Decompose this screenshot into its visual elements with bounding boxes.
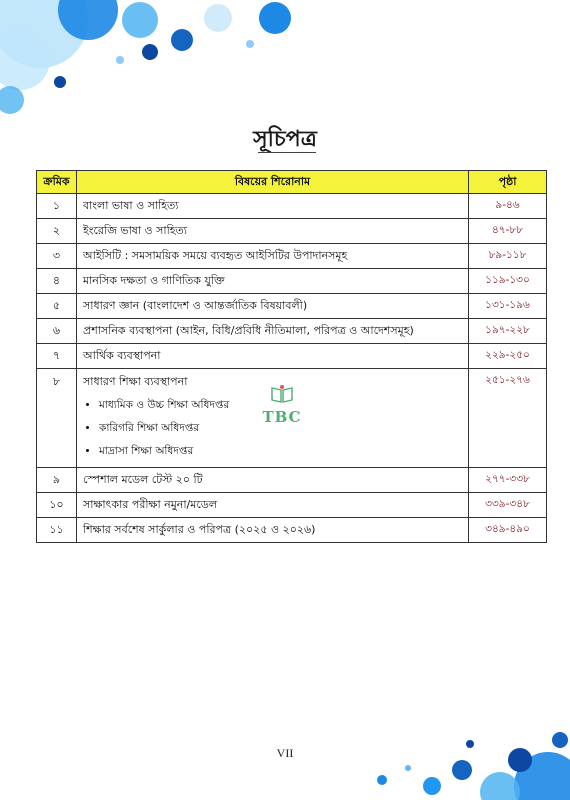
- row-subject: সাধারণ জ্ঞান (বাংলাদেশ ও আন্তর্জাতিক বিষয়াবলী): [77, 294, 469, 319]
- table-row: [37, 468, 547, 493]
- table-row: [37, 194, 547, 219]
- table-header-row: [37, 171, 547, 194]
- table-row: [37, 294, 547, 319]
- row-subject: মানসিক দক্ষতা ও গাণিতিক যুক্তি: [77, 269, 469, 294]
- row-page-range: ১৩১-১৯৬: [469, 294, 547, 319]
- row-subject: আর্থিক ব্যবস্থাপনা: [77, 344, 469, 369]
- watermark-logo: [252, 384, 312, 432]
- watermark-text: TBC: [262, 408, 302, 426]
- row-serial: ৮: [37, 369, 77, 468]
- list-item: • মাদ্রাসা শিক্ষা অধিদপ্তর: [99, 444, 462, 461]
- contents-table: [36, 170, 547, 543]
- table-row: [37, 319, 547, 344]
- row-page-range: ২৫১-২৭৬: [469, 369, 547, 468]
- row-subject: প্রশাসনিক ব্যবস্থাপনা (আইন, বিধি/প্রবিধি নীতিমালা, পরিপত্র ও আদেশসমূহ): [77, 319, 469, 344]
- bottom-right-bubbles: [377, 732, 570, 800]
- table-row: [37, 244, 547, 269]
- row-serial: ৪: [37, 269, 77, 294]
- row-page-range: ২৭৭-৩৩৮: [469, 468, 547, 493]
- row-serial: ২: [37, 219, 77, 244]
- row-serial: ১০: [37, 493, 77, 518]
- header-subject: বিষয়ের শিরোনাম: [77, 171, 469, 194]
- row-subject: শিক্ষার সর্বশেষ সার্কুলার ও পরিপত্র (২০২৫ ও ২০২৬): [77, 518, 469, 543]
- table-row: [37, 518, 547, 543]
- row-serial: ৫: [37, 294, 77, 319]
- row-serial: ৭: [37, 344, 77, 369]
- row-page-range: ৮৯-১১৮: [469, 244, 547, 269]
- row-subject: সাক্ষাৎকার পরীক্ষা নমুনা/মডেল: [77, 493, 469, 518]
- row-subject: সাধারণ শিক্ষা ব্যবস্থাপনা: [83, 375, 188, 388]
- row-page-range: ১৯৭-২২৮: [469, 319, 547, 344]
- table-row: [37, 269, 547, 294]
- page-number: VII: [276, 746, 294, 760]
- row-subject: স্পেশাল মডেল টেস্ট ২০ টি: [77, 468, 469, 493]
- row-page-range: ৩৪৯-৪৯০: [469, 518, 547, 543]
- row-page-range: ৯-৪৬: [469, 194, 547, 219]
- row-subject: বাংলা ভাষা ও সাহিত্য: [77, 194, 469, 219]
- row-serial: ৩: [37, 244, 77, 269]
- row-page-range: ১১৯-১৩০: [469, 269, 547, 294]
- list-item: • মাধ্যমিক ও উচ্চ শিক্ষা অধিদপ্তর: [99, 398, 462, 415]
- page-title: সূচিপত্র: [253, 126, 317, 152]
- header-page: পৃষ্ঠা: [469, 171, 547, 194]
- row-subject: আইসিটি : সমসাময়িক সময়ে ব্যবহৃত আইসিটির উপাদানসমূহ: [77, 244, 469, 269]
- book-icon: [270, 384, 294, 404]
- row-serial: ১১: [37, 518, 77, 543]
- top-left-bubbles: [0, 0, 291, 114]
- row-serial: ১: [37, 194, 77, 219]
- table-row: [37, 493, 547, 518]
- row-page-range: ৩৩৯-৩৪৮: [469, 493, 547, 518]
- table-row: [37, 344, 547, 369]
- row-page-range: ২২৯-২৫০: [469, 344, 547, 369]
- header-serial: ক্রমিক: [37, 171, 77, 194]
- list-item: • কারিগরি শিক্ষা অধিদপ্তর: [99, 421, 462, 438]
- row-subject: ইংরেজি ভাষা ও সাহিত্য: [77, 219, 469, 244]
- row-serial: ৬: [37, 319, 77, 344]
- table-row: [37, 219, 547, 244]
- row-serial: ৯: [37, 468, 77, 493]
- row-page-range: ৪৭-৮৮: [469, 219, 547, 244]
- title-underline: [258, 152, 316, 153]
